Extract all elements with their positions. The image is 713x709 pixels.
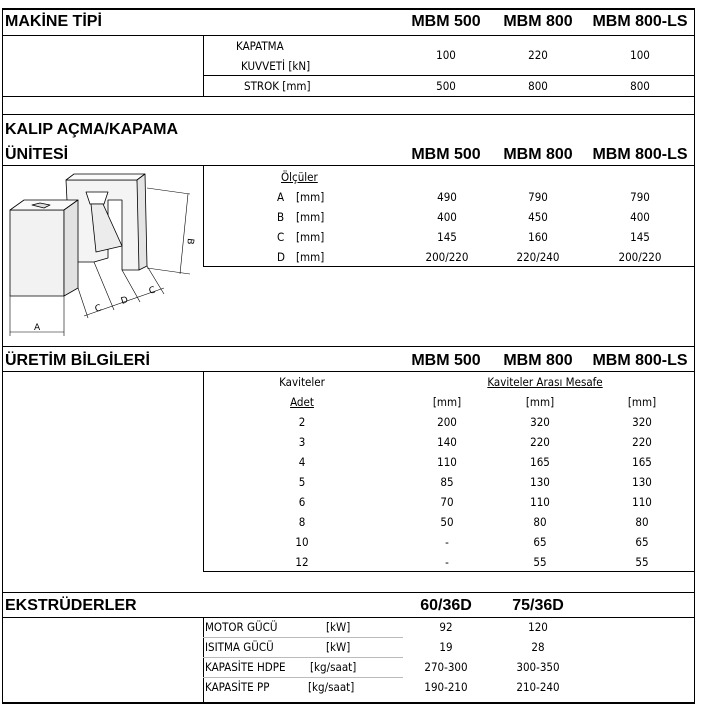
dimension-value: 145 — [630, 230, 650, 244]
cavity-distance: 85 — [440, 475, 454, 489]
dimension-unit: [mm] — [296, 250, 325, 264]
extruder-spec-value: 19 — [439, 640, 453, 654]
model-header: MBM 800 — [503, 352, 573, 369]
stroke-label: STROK [mm] — [244, 79, 311, 93]
cavity-distance: 220 — [632, 435, 652, 449]
cavity-distance: 55 — [635, 555, 649, 569]
cavity-distance: 50 — [440, 515, 454, 529]
cavity-distance: 140 — [437, 435, 457, 449]
cavity-distance: 220 — [530, 435, 550, 449]
extruder-spec-label: ISITMA GÜCÜ — [205, 640, 274, 654]
divider — [2, 35, 695, 36]
dimension-label: D — [277, 250, 285, 264]
extruder-spec-value: 270-300 — [424, 660, 468, 674]
extruder-spec-label: KAPASİTE HDPE — [205, 660, 286, 674]
cavity-distance: 110 — [437, 455, 457, 469]
model-header: MBM 500 — [411, 13, 481, 30]
section-title-production: ÜRETİM BİLGİLERİ — [5, 352, 150, 369]
cavity-count: 4 — [298, 455, 306, 469]
section-title-mould: KALIP AÇMA/KAPAMA — [5, 121, 179, 138]
section-title-mould: ÜNİTESİ — [5, 146, 69, 163]
cavity-distance: 130 — [632, 475, 652, 489]
dimension-a-label: A — [34, 323, 41, 333]
cavity-distance: 55 — [533, 555, 547, 569]
extruder-spec-value: 300-350 — [516, 660, 560, 674]
divider — [2, 371, 695, 372]
cavity-distance-header: Kaviteler Arası Mesafe — [487, 375, 603, 389]
dimension-value: 220/240 — [516, 250, 560, 264]
model-header: MBM 500 — [411, 352, 481, 369]
dimension-unit: [mm] — [296, 190, 325, 204]
dimension-c-label: C — [147, 285, 157, 297]
cavity-count: 2 — [298, 415, 306, 429]
cavity-count: 8 — [298, 515, 306, 529]
dimension-value: 200/220 — [618, 250, 662, 264]
clamp-force-label: KAPATMA — [236, 39, 284, 53]
cavity-distance: - — [445, 555, 449, 569]
mould-unit-diagram — [4, 170, 200, 342]
extruder-spec-unit: [kW] — [326, 620, 351, 634]
dimension-value: 400 — [630, 210, 650, 224]
clamp-force-value: 100 — [436, 48, 456, 62]
extruder-spec-unit: [kg/saat] — [308, 680, 355, 694]
unit-header: [mm] — [627, 395, 657, 409]
dimension-value: 160 — [528, 230, 548, 244]
cavity-count: 3 — [298, 435, 306, 449]
cavity-count: 12 — [295, 555, 309, 569]
cavity-distance: - — [445, 535, 449, 549]
dimension-value: 200/220 — [425, 250, 469, 264]
extruder-spec-value: 210-240 — [516, 680, 560, 694]
table-left-border — [2, 8, 3, 703]
cavity-distance: 165 — [632, 455, 652, 469]
model-header: MBM 500 — [411, 146, 481, 163]
stroke-value: 500 — [436, 79, 456, 93]
dimension-value: 790 — [630, 190, 650, 204]
extruder-spec-value: 120 — [528, 620, 548, 634]
dimension-d-label: D — [119, 295, 130, 307]
stroke-value: 800 — [630, 79, 650, 93]
divider — [203, 677, 403, 678]
cavity-distance: 200 — [437, 415, 457, 429]
divider — [2, 702, 695, 704]
divider — [203, 571, 694, 572]
cavities-header: Kaviteler — [279, 375, 325, 389]
divider — [2, 8, 695, 10]
cavity-distance: 130 — [530, 475, 550, 489]
dimension-value: 145 — [437, 230, 457, 244]
dimension-unit: [mm] — [296, 210, 325, 224]
dimension-value: 490 — [437, 190, 457, 204]
model-header: MBM 800 — [503, 13, 573, 30]
unit-header: [mm] — [525, 395, 555, 409]
cavity-distance: 70 — [440, 495, 454, 509]
divider — [203, 617, 204, 703]
cavity-distance: 320 — [632, 415, 652, 429]
dimension-value: 450 — [528, 210, 548, 224]
cavity-distance: 320 — [530, 415, 550, 429]
model-header: MBM 800-LS — [592, 352, 688, 369]
stroke-value: 800 — [528, 79, 548, 93]
dimension-value: 400 — [437, 210, 457, 224]
model-header: MBM 800-LS — [592, 13, 688, 30]
divider — [203, 657, 403, 658]
cavity-distance: 80 — [635, 515, 649, 529]
extruder-spec-value: 92 — [439, 620, 453, 634]
cavity-distance: 65 — [533, 535, 547, 549]
divider — [203, 165, 204, 267]
extruder-spec-value: 190-210 — [424, 680, 468, 694]
dimension-label: B — [277, 210, 285, 224]
extruder-spec-unit: [kg/saat] — [310, 660, 357, 674]
clamp-force-label: KUVVETİ [kN] — [241, 59, 311, 73]
divider — [203, 35, 204, 96]
clamp-force-value: 220 — [528, 48, 548, 62]
extruder-spec-unit: [kW] — [326, 640, 351, 654]
cavity-distance: 110 — [530, 495, 550, 509]
extruder-spec-value: 28 — [531, 640, 545, 654]
divider — [2, 165, 695, 166]
cavity-count: 5 — [298, 475, 306, 489]
divider — [203, 371, 204, 572]
dimension-unit: [mm] — [296, 230, 325, 244]
divider — [2, 592, 695, 593]
divider — [203, 266, 694, 267]
divider — [2, 114, 695, 115]
cavity-count: 6 — [298, 495, 306, 509]
model-header: MBM 800 — [503, 146, 573, 163]
extruder-spec-label: MOTOR GÜCÜ — [205, 620, 278, 634]
unit-header: [mm] — [432, 395, 462, 409]
divider — [2, 346, 695, 347]
dimension-label: C — [277, 230, 285, 244]
divider — [2, 96, 695, 97]
divider — [2, 617, 695, 618]
dimension-label: A — [277, 190, 285, 204]
clamp-force-value: 100 — [630, 48, 650, 62]
cavity-count: 10 — [295, 535, 309, 549]
cavity-distance: 80 — [533, 515, 547, 529]
cavity-distance: 110 — [632, 495, 652, 509]
extruder-model-header: 75/36D — [512, 597, 564, 614]
section-title-machine: MAKİNE TİPİ — [5, 13, 102, 30]
dimension-b-label: B — [184, 237, 195, 245]
dimensions-header: Ölçüler — [281, 170, 318, 184]
model-header: MBM 800-LS — [592, 146, 688, 163]
dimension-c-label: C — [93, 303, 103, 315]
dimension-value: 790 — [528, 190, 548, 204]
cavity-distance: 65 — [635, 535, 649, 549]
divider — [203, 637, 403, 638]
extruder-spec-label: KAPASİTE PP — [205, 680, 270, 694]
table-right-border — [694, 8, 695, 703]
cavity-count-header: Adet — [290, 395, 314, 409]
cavity-distance: 165 — [530, 455, 550, 469]
extruder-model-header: 60/36D — [420, 597, 472, 614]
divider — [203, 75, 694, 76]
section-title-extruders: EKSTRÜDERLER — [5, 597, 137, 614]
